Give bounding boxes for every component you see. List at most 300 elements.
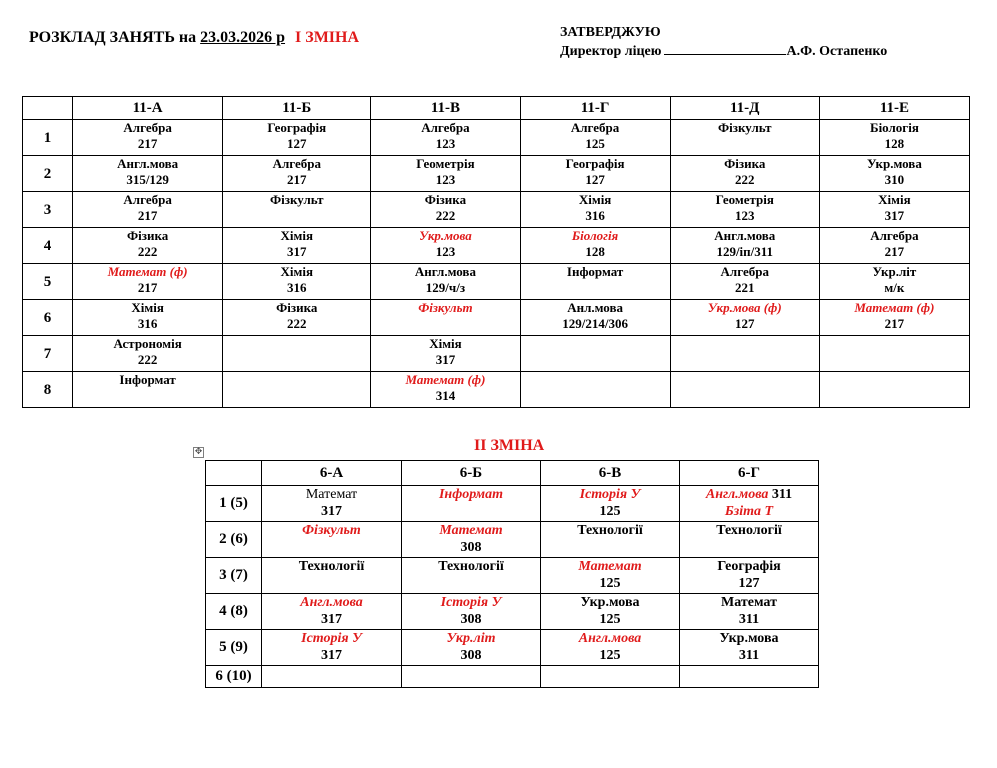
lesson-cell (262, 630, 402, 666)
schedule-date: 23.03.2026 р (200, 29, 286, 46)
subject-line (371, 228, 519, 244)
subject-line (671, 300, 819, 316)
subject-line (262, 522, 401, 539)
signature-line (664, 42, 786, 55)
subject: Технології (577, 523, 643, 538)
lesson-cell (819, 192, 969, 228)
room-number: 127 (287, 136, 307, 151)
lesson-cell (262, 558, 402, 594)
lesson-cell (262, 522, 402, 558)
lesson-cell (520, 192, 670, 228)
subject: Фізкульт (302, 523, 361, 538)
room-number: Бзіта Т (724, 504, 774, 519)
table-row (206, 630, 819, 666)
lesson-cell (73, 372, 223, 408)
subject: Географія (267, 120, 327, 135)
table-row (23, 156, 970, 192)
room-number: 217 (137, 280, 158, 295)
subject: Хімія (878, 192, 911, 207)
subject: Біологія (869, 120, 919, 135)
lesson-cell (680, 558, 819, 594)
class-header: 6-А (262, 461, 402, 486)
subject-line (402, 486, 540, 503)
room-number: 316 (137, 316, 158, 331)
room-number: 125 (599, 612, 621, 627)
room-number: 217 (884, 316, 905, 331)
director-name: А.Ф. Остапенко (786, 44, 888, 59)
subject: Хімія (280, 264, 314, 279)
subject: Анл.мова (567, 300, 623, 315)
lesson-cell (73, 264, 223, 300)
subject: Укр.літ (446, 631, 496, 646)
subject-line (223, 192, 370, 208)
subject-line (671, 156, 819, 172)
lesson-number: 1 (23, 120, 73, 156)
lesson-cell (670, 120, 819, 156)
room-number: 315/129 (126, 172, 169, 187)
room-number: 308 (460, 648, 482, 663)
subject-line (820, 156, 969, 172)
subject-line (541, 486, 679, 503)
room-number: 127 (585, 172, 605, 187)
table-header-row (23, 97, 970, 120)
subject-line (671, 192, 819, 208)
subject-line (73, 192, 222, 208)
subject: Інформат (119, 372, 176, 387)
room-number: 316 (585, 208, 605, 223)
lesson-cell (541, 522, 680, 558)
room-number: 311 (738, 612, 760, 627)
subject: Укр.мова (ф) (707, 300, 782, 315)
table-row (206, 594, 819, 630)
subject-line (680, 522, 818, 539)
lesson-cell (73, 120, 223, 156)
subject-line (73, 156, 222, 172)
lesson-cell (402, 558, 541, 594)
subject: Укр.мова (719, 631, 779, 646)
room-number: 128 (884, 136, 905, 151)
subject: Алгебра (870, 228, 919, 243)
lesson-cell (371, 264, 520, 300)
shift1-body (23, 120, 970, 408)
shift1-schedule-table (22, 96, 970, 408)
lesson-cell (819, 156, 969, 192)
room-number: 123 (735, 208, 755, 223)
lesson-number: 5 (9) (206, 630, 262, 666)
lesson-cell (223, 192, 371, 228)
subject-line (223, 120, 370, 136)
subject-line (521, 156, 670, 172)
subject-line (262, 486, 401, 503)
subject: Алгебра (272, 156, 321, 171)
lesson-cell (819, 120, 969, 156)
lesson-cell (73, 228, 223, 264)
room-number: 308 (460, 612, 482, 627)
lesson-cell (819, 264, 969, 300)
subject-line (402, 630, 540, 647)
lesson-cell (680, 522, 819, 558)
subject-line (671, 228, 819, 244)
subject-line (371, 372, 519, 388)
subject: Математ (439, 523, 503, 538)
lesson-number: 7 (23, 336, 73, 372)
subject: Історія У (301, 631, 362, 646)
room-number: 123 (435, 172, 456, 187)
subject: Хімія (429, 336, 462, 351)
lesson-cell (371, 156, 520, 192)
subject: Технології (298, 559, 365, 574)
corner-cell (206, 461, 262, 486)
subject-line (521, 120, 670, 136)
room-number: 317 (321, 648, 342, 663)
room-number: 127 (735, 316, 755, 331)
lesson-cell (670, 336, 819, 372)
lesson-cell (819, 300, 969, 336)
subject: Фізика (276, 300, 318, 315)
subject: Географія (565, 156, 625, 171)
class-header: 11-А (73, 97, 223, 120)
subject: Укр.літ (872, 264, 917, 279)
subject-line (521, 228, 670, 244)
lesson-number: 6 (10) (206, 666, 262, 688)
subject: Географія (717, 559, 781, 574)
subject-line (541, 594, 679, 611)
lesson-cell (670, 192, 819, 228)
subject-line (541, 522, 679, 539)
approval-block (560, 23, 887, 61)
lesson-cell (402, 522, 541, 558)
room-number: м/к (884, 280, 905, 295)
table-row (23, 120, 970, 156)
subject-line (541, 630, 679, 647)
room-number: 217 (137, 136, 158, 151)
subject: Хімія (131, 300, 164, 315)
table-row (23, 336, 970, 372)
table-row (23, 192, 970, 228)
lesson-cell (819, 228, 969, 264)
subject: Фізика (424, 192, 467, 207)
subject: Математ (ф) (854, 300, 935, 315)
subject-line (402, 558, 540, 575)
lesson-cell (541, 486, 680, 522)
lesson-number: 4 (23, 228, 73, 264)
extra-room: 311 (771, 487, 793, 502)
room-number: 221 (735, 280, 755, 295)
table-row (206, 666, 819, 688)
subject: Історія У (579, 487, 641, 502)
subject-line (371, 120, 519, 136)
lesson-cell (223, 372, 371, 408)
lesson-cell (223, 156, 371, 192)
lesson-cell (541, 630, 680, 666)
subject: Хімія (578, 192, 612, 207)
lesson-cell (520, 156, 670, 192)
subject-line (73, 336, 222, 352)
subject-line (671, 264, 819, 280)
subject-line (402, 594, 540, 611)
subject-line (402, 522, 540, 539)
class-header: 11-Д (670, 97, 819, 120)
lesson-cell (670, 228, 819, 264)
subject-line (73, 228, 222, 244)
lesson-cell (371, 300, 520, 336)
subject: Англ.мова (117, 156, 179, 171)
shift2-schedule-table (205, 460, 819, 688)
lesson-cell (520, 372, 670, 408)
lesson-number: 3 (23, 192, 73, 228)
lesson-cell (262, 486, 402, 522)
room-number: 125 (599, 576, 621, 591)
lesson-cell (541, 558, 680, 594)
room-number: 314 (435, 388, 456, 403)
subject: Фізика (126, 228, 169, 243)
class-header: 6-Б (402, 461, 541, 486)
subject-line (371, 264, 519, 280)
lesson-cell (371, 228, 520, 264)
subject-line (73, 300, 222, 316)
subject: Історія У (440, 595, 502, 610)
lesson-cell (819, 336, 969, 372)
lesson-cell (262, 594, 402, 630)
subject: Математ (305, 487, 358, 502)
director-line (560, 42, 887, 61)
class-header: 11-Е (819, 97, 969, 120)
lesson-cell (402, 486, 541, 522)
room-number: 222 (287, 316, 307, 331)
lesson-cell (223, 264, 371, 300)
subject: Технології (716, 523, 782, 538)
lesson-cell (680, 486, 819, 522)
room-number: 316 (287, 280, 307, 295)
table-row (23, 264, 970, 300)
subject-line (73, 372, 222, 388)
lesson-cell (371, 120, 520, 156)
subject: Укр.мова (867, 156, 922, 171)
subject: Математ (ф) (405, 372, 486, 387)
lesson-cell (371, 192, 520, 228)
subject-line (262, 630, 401, 647)
room-number: 123 (435, 136, 456, 151)
table-row (206, 522, 819, 558)
subject-line (671, 120, 819, 136)
subject-line (223, 228, 370, 244)
lesson-cell (73, 192, 223, 228)
subject: Алгебра (123, 192, 172, 207)
subject: Геометрія (416, 156, 475, 171)
lesson-cell (670, 300, 819, 336)
lesson-number: 1 (5) (206, 486, 262, 522)
lesson-cell (541, 666, 680, 688)
subject-line (680, 594, 818, 611)
room-number: 125 (599, 648, 621, 663)
corner-cell (23, 97, 73, 120)
subject-line (820, 264, 969, 280)
room-number: 125 (599, 504, 621, 519)
lesson-cell (371, 336, 520, 372)
table-header-row (206, 461, 819, 486)
subject: Інформат (566, 264, 624, 279)
room-number: 222 (137, 244, 158, 259)
table-row (23, 300, 970, 336)
subject: Алгебра (421, 120, 470, 135)
page-title (29, 29, 359, 47)
lesson-number: 6 (23, 300, 73, 336)
room-number: 222 (137, 352, 158, 367)
class-header: 11-Б (223, 97, 371, 120)
lesson-cell (223, 300, 371, 336)
approve-label: ЗАТВЕРДЖУЮ (560, 25, 661, 40)
subject: Хімія (280, 228, 314, 243)
table-row (23, 372, 970, 408)
room-number: 127 (738, 576, 760, 591)
subject-line (223, 300, 370, 316)
subject: Фізкульт (717, 120, 772, 135)
subject: Астрономія (113, 336, 182, 351)
lesson-number: 4 (8) (206, 594, 262, 630)
subject-line (680, 486, 818, 503)
subject: Фізкульт (418, 300, 473, 315)
lesson-cell (680, 666, 819, 688)
room-number: 317 (287, 244, 307, 259)
lesson-cell (402, 594, 541, 630)
shift2-body (206, 486, 819, 688)
lesson-cell (223, 120, 371, 156)
lesson-cell (371, 372, 520, 408)
room-number: 217 (884, 244, 905, 259)
subject-line (820, 192, 969, 208)
room-number: 129/214/306 (562, 316, 628, 331)
room-number: 310 (884, 172, 905, 187)
table-row (206, 486, 819, 522)
room-number: 217 (287, 172, 307, 187)
subject-line (680, 558, 818, 575)
subject-line (262, 558, 401, 575)
subject-line (371, 300, 519, 316)
class-header: 6-Г (680, 461, 819, 486)
room-number: 317 (435, 352, 456, 367)
room-number: 317 (321, 504, 342, 519)
lesson-cell (520, 336, 670, 372)
subject: Біологія (571, 228, 619, 243)
title-text: РОЗКЛАД ЗАНЯТЬ на (29, 29, 197, 46)
shift2-title: ІІ ЗМІНА (474, 437, 545, 454)
lesson-number: 2 (6) (206, 522, 262, 558)
room-number: 222 (435, 208, 456, 223)
room-number: 129/ч/з (425, 280, 466, 295)
lesson-cell (223, 228, 371, 264)
subject: Алгебра (720, 264, 769, 279)
table-row (206, 558, 819, 594)
lesson-cell (670, 156, 819, 192)
subject-line (820, 120, 969, 136)
room-number: 217 (137, 208, 158, 223)
class-header: 11-В (371, 97, 520, 120)
subject: Фізкульт (270, 192, 324, 207)
room-number: 317 (321, 612, 342, 627)
class-header: 6-В (541, 461, 680, 486)
subject-line (371, 156, 519, 172)
subject-line (73, 264, 222, 280)
subject-line (820, 228, 969, 244)
subject: Англ.мова (300, 595, 363, 610)
lesson-cell (670, 264, 819, 300)
lesson-cell (73, 300, 223, 336)
subject: Англ.мова (705, 487, 769, 502)
lesson-cell (223, 336, 371, 372)
room-number: 128 (585, 244, 605, 259)
subject-line (73, 120, 222, 136)
subject: Англ.мова (414, 264, 476, 279)
subject-line (223, 156, 370, 172)
subject-line (541, 558, 679, 575)
lesson-cell (520, 120, 670, 156)
lesson-cell (680, 630, 819, 666)
room-number: 317 (884, 208, 905, 223)
lesson-cell (541, 594, 680, 630)
room-number: 311 (738, 648, 760, 663)
subject: Математ (ф) (107, 264, 188, 279)
lesson-cell (520, 264, 670, 300)
lesson-cell (819, 372, 969, 408)
subject-line (262, 594, 401, 611)
subject-line (371, 192, 519, 208)
lesson-cell (402, 666, 541, 688)
lesson-number: 8 (23, 372, 73, 408)
lesson-cell (670, 372, 819, 408)
lesson-cell (73, 156, 223, 192)
subject: Геометрія (715, 192, 774, 207)
class-header: 11-Г (520, 97, 670, 120)
subject: Алгебра (123, 120, 172, 135)
lesson-number: 5 (23, 264, 73, 300)
lesson-cell (262, 666, 402, 688)
shift-label: І ЗМІНА (295, 29, 360, 46)
lesson-cell (520, 300, 670, 336)
subject: Англ.мова (714, 228, 776, 243)
subject-line (820, 300, 969, 316)
subject: Фізика (724, 156, 766, 171)
room-number: 308 (460, 540, 482, 555)
subject: Інформат (438, 487, 504, 502)
table-row (23, 228, 970, 264)
room-number: 123 (435, 244, 456, 259)
lesson-number: 2 (23, 156, 73, 192)
room-number: 129/іп/311 (716, 244, 774, 259)
room-number: 222 (735, 172, 755, 187)
subject: Укр.мова (419, 228, 472, 243)
subject: Математ (721, 595, 777, 610)
subject-line (521, 264, 670, 280)
subject: Укр.мова (580, 595, 640, 610)
subject-line (371, 336, 519, 352)
subject-line (680, 630, 818, 647)
lesson-cell (520, 228, 670, 264)
table-move-handle-icon[interactable]: ✥ (194, 447, 203, 457)
subject: Англ.мова (578, 631, 642, 646)
subject: Алгебра (570, 120, 620, 135)
director-label: Директор ліцею (560, 44, 662, 59)
lesson-cell (73, 336, 223, 372)
subject: Технології (438, 559, 504, 574)
subject-line (521, 300, 670, 316)
subject-line (521, 192, 670, 208)
room-number: 125 (585, 136, 605, 151)
lesson-cell (402, 630, 541, 666)
lesson-number: 3 (7) (206, 558, 262, 594)
lesson-cell (680, 594, 819, 630)
subject: Математ (578, 559, 642, 574)
subject-line (223, 264, 370, 280)
